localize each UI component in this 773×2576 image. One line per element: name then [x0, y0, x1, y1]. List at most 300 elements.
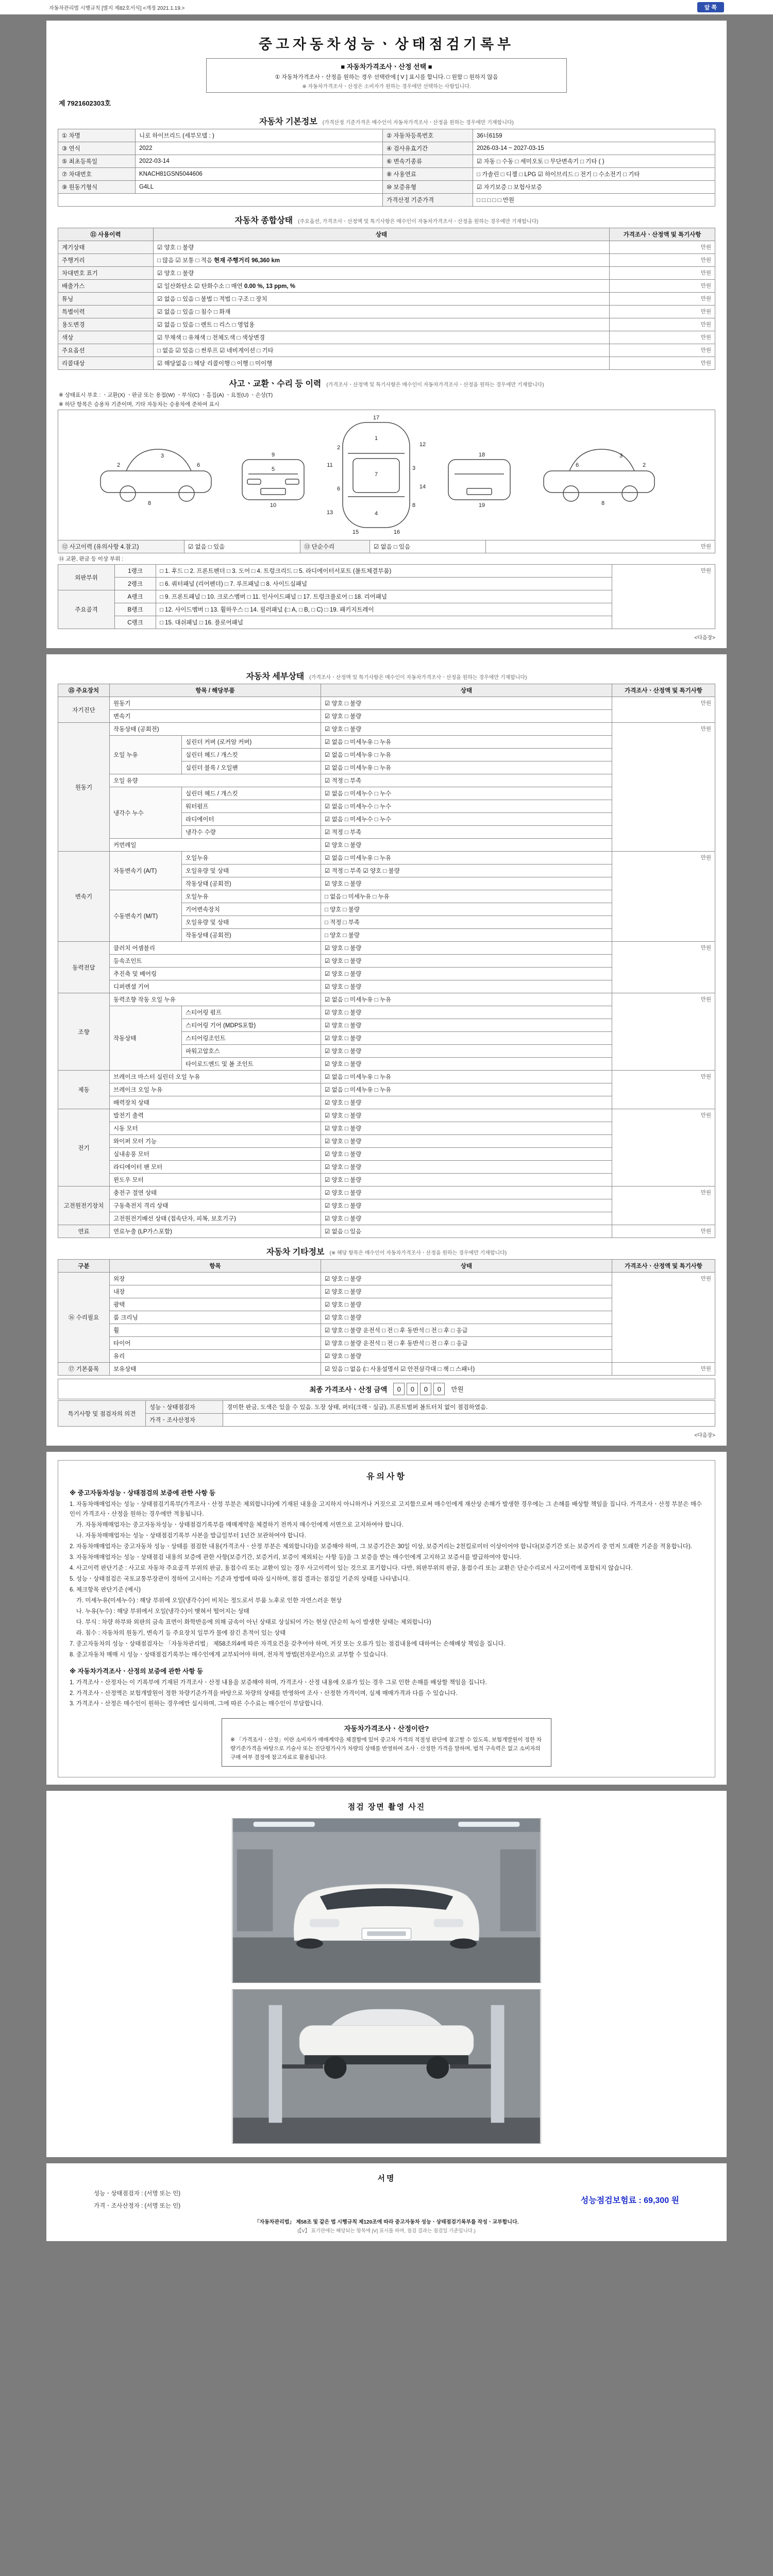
status-cell: ☑ 양호 □ 불량 — [321, 710, 612, 723]
price-cell: 만원 — [610, 254, 715, 267]
field-label: ④ 검사유효기간 — [383, 142, 473, 155]
rank-row — [58, 565, 715, 578]
usage-item: 튜닝 — [58, 293, 154, 306]
comp-row — [58, 331, 715, 344]
item-part: 커먼레일 — [110, 839, 321, 852]
item-part: 광택 — [110, 1298, 321, 1311]
accident-history-label: ⑫ 사고이력 (유의사항 4.참고) — [58, 540, 184, 553]
section-etc-header — [58, 1245, 715, 1257]
comp-row — [58, 357, 715, 370]
item-part: 실린더 헤드 / 개스킷 — [182, 749, 321, 761]
device-row — [58, 1187, 715, 1199]
final-amount-label: 최종 가격조사ㆍ산정 금액 — [309, 1386, 388, 1394]
exchange-panel-label: ⑭ 교환, 판금 등 이상 부위 : — [59, 556, 124, 562]
item-part: 충전구 절연 상태 — [110, 1187, 321, 1199]
status-cell: ☑ 없음 □ 있음 □ 렌트 □ 리스 □ 영업용 — [154, 318, 610, 331]
status-cell: ☑ 양호 □ 불량 운전석 □ 전 □ 후 동반석 □ 전 □ 후 □ 응급 — [321, 1324, 612, 1337]
status-cell: ☑ 적정 □ 부족 ☑ 양호 □ 불량 — [321, 865, 612, 877]
svg-text:12: 12 — [419, 442, 426, 448]
amount-digit: 0 — [393, 1383, 405, 1395]
page-1 — [46, 21, 727, 648]
signature-footer-2: (【V】 표기란에는 해당되는 항목에 [V] 표시를 하며, 점검 결과는 점검일 기준입니다.) — [297, 2228, 476, 2234]
status-cell: ☑ 없음 □ 미세누수 □ 누수 — [321, 813, 612, 826]
status-cell: ☑ 없음 □ 미세누수 □ 누수 — [321, 800, 612, 813]
basic-info-row — [58, 168, 715, 181]
notice-item: 라. 침수 : 자동차의 원동기, 변속기 등 주요장치 일부가 물에 잠긴 흔적이 있는 상태 — [70, 1630, 286, 1636]
item-part: 변속기 — [110, 710, 321, 723]
item-category: 수동변속기 (M/T) — [110, 890, 182, 942]
status-cell: ☑ 없음 □ 있음 □ 침수 □ 화재 — [154, 306, 610, 318]
basic-info-row — [58, 155, 715, 168]
status-cell: ☑ 있음 □ 없음 (□ 사용설명서 ☑ 안전삼각대 □ 잭 □ 스패너) — [321, 1363, 612, 1376]
svg-text:9: 9 — [271, 452, 275, 458]
item-part: 추진축 및 베어링 — [110, 968, 321, 980]
final-amount-unit: 만원 — [451, 1386, 464, 1393]
comp-col-usage: ⑪ 사용이력 — [58, 228, 154, 241]
status-cell: ☑ 양호 □ 불량 — [321, 877, 612, 890]
field-value: KNACH81GSN5044606 — [136, 168, 383, 181]
status-cell: ☑ 해당없음 □ 해당 리콜이행 □ 이행 □ 미이행 — [154, 357, 610, 370]
notice-item: 1. 가격조사ㆍ산정자는 이 기록부에 기재된 가격조사ㆍ산정 내용을 보증해야 하며, 가격조사ㆍ산정 내용에 오류가 있는 경우 그로 인한 손해를 배상할 책임을 집니다. — [70, 1679, 487, 1686]
section-comp-header — [58, 214, 715, 226]
final-amount-digits — [392, 1383, 446, 1395]
item-part: 작동상태 (공회전) — [182, 877, 321, 890]
price-cell: 만원 — [612, 1109, 715, 1187]
comp-row — [58, 241, 715, 254]
status-cell: ☑ 양호 □ 불량 — [321, 980, 612, 993]
notice-item: 가. 미세누유(미세누수) : 해당 부위에 오일(냉각수)이 비치는 정도로서 부품 노후로 인한 자연스러운 현상 — [70, 1597, 342, 1604]
simple-repair-status: ☑ 없음 □ 있음 — [370, 540, 486, 553]
rank-label: B랭크 — [115, 603, 156, 616]
item-part: 실린더 커버 (로커암 커버) — [182, 736, 321, 749]
legal-reference: 자동차관리법 시행규칙 [별지 제82호서식] <개정 2021.1.19.> — [49, 5, 185, 11]
device-row — [58, 1109, 715, 1122]
section-detail-title: 자동차 세부상태 — [246, 672, 305, 681]
detail-col-price: 가격조사ㆍ산정액 및 특기사항 — [612, 684, 715, 697]
item-part: 원동기 — [110, 697, 321, 710]
field-label: ⑧ 사용연료 — [383, 168, 473, 181]
opinion-who: 성능ㆍ상태점검자 — [146, 1401, 223, 1414]
device-row — [58, 697, 715, 710]
item-part: 휠 — [110, 1324, 321, 1337]
price-cell: 만원 — [610, 344, 715, 357]
opinion-row — [58, 1414, 715, 1427]
device-row — [58, 942, 715, 955]
device-row — [58, 1363, 715, 1376]
field-value: ☑ 자기보증 □ 보험사보증 — [473, 181, 715, 194]
amount-digit: 0 — [407, 1383, 418, 1395]
status-cell: ☑ 양호 □ 불량 — [321, 1350, 612, 1363]
detail-col-item: 항목 / 해당부품 — [110, 684, 321, 697]
status-cell: ☑ 양호 □ 불량 — [321, 839, 612, 852]
price-cell: 만원 — [612, 565, 715, 629]
status-cell: ☑ 양호 □ 불량 — [321, 942, 612, 955]
signature-title: 서명 — [377, 2174, 396, 2183]
price-cell: 만원 — [610, 306, 715, 318]
status-cell: ☑ 양호 □ 불량 — [321, 1122, 612, 1135]
detail-col-status: 상태 — [321, 684, 612, 697]
signature-row — [58, 2188, 715, 2212]
status-cell: ☑ 양호 □ 불량 운전석 □ 전 □ 후 동반석 □ 전 □ 후 □ 응급 — [321, 1337, 612, 1350]
basic-info-row — [58, 194, 715, 207]
section-comp-title: 자동차 종합상태 — [234, 216, 293, 225]
panel-group: 주요골격 — [58, 590, 115, 629]
comp-col-status: 상태 — [154, 228, 610, 241]
photos-title: 점검 장면 촬영 사진 — [347, 1802, 426, 1811]
svg-text:11: 11 — [327, 462, 333, 468]
svg-text:8: 8 — [601, 500, 605, 506]
item-category: 자동변속기 (A/T) — [110, 852, 182, 890]
status-extra: 0.00 %, 13 ppm, % — [242, 283, 296, 290]
etc-col-status: 상태 — [321, 1260, 612, 1273]
status-cell: ☑ 없음 □ 있음 — [321, 1225, 612, 1238]
price-cell: 만원 — [610, 331, 715, 344]
item-category: 냉각수 누수 — [110, 787, 182, 839]
opinion-text: 경미한 판금, 도색은 있을 수 있음. 도장 상태, 퍼티(크랙ㆍ실금), 프론트범퍼 볼트터치 없이 점검하였음. — [223, 1401, 715, 1414]
rank-label: 1랭크 — [115, 565, 156, 578]
signature-footer: 「자동차관리법」 제58조 및 같은 법 시행규칙 제120조에 따라 중고자동차 성능ㆍ상태점검기록부를 작성ㆍ교부합니다. — [254, 2219, 519, 2226]
svg-text:3: 3 — [412, 465, 416, 471]
device-group: ⑰ 기본품목 — [58, 1363, 110, 1376]
svg-text:5: 5 — [271, 466, 275, 472]
etc-col-item: 항목 — [110, 1260, 321, 1273]
basic-info-row — [58, 181, 715, 194]
item-part: 라디에이터 팬 모터 — [110, 1161, 321, 1174]
section-accident-header — [58, 377, 715, 389]
status-cell: □ 양호 □ 불량 — [321, 903, 612, 916]
status-cell: ☑ 양호 □ 불량 — [321, 1174, 612, 1187]
rank-items: □ 12. 사이드멤버 □ 13. 휠하우스 □ 14. 필러패널 (□ A, □ B, □ C) □ 19. 패키지트레이 — [156, 603, 612, 616]
field-value: □ □ □ □ □ 만원 — [473, 194, 715, 207]
device-group: 전기 — [58, 1109, 110, 1187]
opinion-row — [58, 1401, 715, 1414]
item-part: 오일 유량 — [110, 774, 321, 787]
notice-item: 2. 자동차매매업자는 중고자동차 성능ㆍ상태를 점검한 내용(가격조사ㆍ산정 부분은 제외합니다)을 보증해야 하며, 그 보증기간은 30일 이상, 보증거리는 2천킬로미터 이상이어야 합니다(보증기간 또는 보증거리 중 먼저 도래한 기준을 적용합니다). — [70, 1543, 692, 1550]
field-label: ⑦ 차대번호 — [58, 168, 136, 181]
status-cell: ☑ 양호 □ 불량 — [321, 1161, 612, 1174]
status-cell: ☑ 없음 □ 미세누유 □ 누유 — [321, 761, 612, 774]
etc-info-table — [58, 1259, 715, 1376]
item-part: 윈도우 모터 — [110, 1174, 321, 1187]
page-2 — [46, 654, 727, 1446]
price-appraisal-select-note: ※ 자동차가격조사ㆍ산정은 소비자가 원하는 경우에만 선택하는 사항입니다. — [302, 84, 471, 90]
item-part: 스티어링 기어 (MDPS포함) — [182, 1019, 321, 1032]
svg-text:6: 6 — [196, 462, 200, 468]
field-value: □ 가솔린 □ 디젤 □ LPG ☑ 하이브리드 □ 전기 □ 수소전기 □ 기타 — [473, 168, 715, 181]
field-label: ② 자동차등록번호 — [383, 129, 473, 142]
notice-item: 나. 누유(누수) : 해당 부위에서 오일(냉각수)이 맺혀서 떨어지는 상태 — [70, 1608, 249, 1615]
signature-page — [46, 2163, 727, 2241]
price-cell: 만원 — [486, 540, 715, 553]
device-group: 고전원전기장치 — [58, 1187, 110, 1225]
field-value — [58, 194, 383, 207]
rank-label: A랭크 — [115, 590, 156, 603]
status-extra: 현재 주행거리 96,360 km — [212, 258, 280, 264]
section-accident-note: (가격조사ㆍ산정액 및 특기사항은 매수인이 자동차가격조사ㆍ산정을 원하는 경우에만 기재합니다) — [326, 382, 544, 388]
item-part: 실린더 블록 / 오일팬 — [182, 761, 321, 774]
rank-items: □ 6. 쿼터패널 (리어펜더) □ 7. 루프패널 □ 8. 사이드실패널 — [156, 578, 612, 590]
status-cell: ☑ 양호 □ 불량 — [321, 1298, 612, 1311]
svg-text:6: 6 — [337, 486, 341, 492]
fee-value: 69,300 원 — [644, 2196, 679, 2206]
svg-text:13: 13 — [326, 510, 333, 516]
price-cell: 만원 — [612, 993, 715, 1071]
document-number: 제 7921602303호 — [59, 99, 111, 107]
svg-text:6: 6 — [575, 462, 579, 468]
notices-box — [58, 1460, 715, 1777]
notice-item: 다. 부식 : 차량 하부와 외판의 금속 표면이 화학반응에 의해 금속이 아닌 상태로 상실되어 가는 현상 (단순히 녹이 발생한 상태는 제외합니다) — [70, 1619, 431, 1625]
item-part: 구동축전지 격리 상태 — [110, 1199, 321, 1212]
damage-code-legend-2: ※ 하단 항목은 승용차 기준이며, 기타 자동차는 승용차에 준하여 표시 — [59, 401, 220, 408]
vehicle-diagram-panel — [58, 410, 715, 540]
field-label: ⑩ 보증유형 — [383, 181, 473, 194]
section-etc-note: (※ 해당 항목은 매수인이 자동차가격조사ㆍ산정을 원하는 경우에만 기재합니다) — [329, 1250, 507, 1256]
status-cell: ☑ 양호 □ 불량 — [321, 1032, 612, 1045]
item-part: 브레이크 마스터 실린더 오일 누유 — [110, 1071, 321, 1083]
item-part: 유리 — [110, 1350, 321, 1363]
device-row — [58, 723, 715, 736]
inspection-photo-lift — [232, 1989, 541, 2144]
device-row — [58, 1273, 715, 1285]
status-cell: ☑ 양호 □ 불량 — [321, 1212, 612, 1225]
comp-row — [58, 318, 715, 331]
price-cell: 만원 — [612, 942, 715, 993]
item-part: 워터펌프 — [182, 800, 321, 813]
rank-label: C랭크 — [115, 616, 156, 629]
item-part: 타이로드엔드 및 볼 조인트 — [182, 1058, 321, 1071]
inspection-insurance-fee — [581, 2194, 679, 2206]
device-row — [58, 852, 715, 865]
field-value: 니로 하이브리드 (세부모델 : ) — [136, 129, 383, 142]
notice-item: 나. 자동차매매업자는 성능ㆍ상태점검기록부 사본을 발급일부터 1년간 보관하여야 합니다. — [70, 1532, 306, 1539]
usage-item: 주행거리 — [58, 254, 154, 267]
appraiser-signature-line: 가격ㆍ조사산정자 : (서명 또는 인) — [94, 2202, 181, 2209]
status-cell: □ 없음 ☑ 있음 □ 썬루프 ☑ 네비게이션 □ 기타 — [154, 344, 610, 357]
status-cell: ☑ 양호 □ 불량 — [321, 697, 612, 710]
price-cell: 만원 — [612, 852, 715, 942]
svg-text:8: 8 — [412, 502, 416, 509]
comp-row — [58, 254, 715, 267]
item-part: 룸 크리닝 — [110, 1311, 321, 1324]
accident-history-status: ☑ 없음 □ 있음 — [184, 540, 300, 553]
svg-text:2: 2 — [642, 462, 646, 468]
svg-text:16: 16 — [393, 529, 400, 535]
section-comp-note: (주요옵션, 가격조사ㆍ산정액 및 특기사항은 매수인이 자동차가격조사ㆍ산정을 원하는 경우에만 기재합니다) — [298, 219, 539, 225]
price-cell: 만원 — [612, 1187, 715, 1225]
notice-section-heading: ※ 중고자동차성능ㆍ상태점검의 보증에 관한 사항 등 — [70, 1489, 216, 1497]
etc-col-group: 구분 — [58, 1260, 110, 1273]
signature-lines — [94, 2188, 180, 2212]
usage-item: 배출가스 — [58, 280, 154, 293]
item-part: 연료누출 (LP가스포함) — [110, 1225, 321, 1238]
svg-text:19: 19 — [478, 502, 485, 509]
svg-text:4: 4 — [374, 511, 378, 517]
section-basic-header — [58, 115, 715, 127]
field-value: 2026-03-14 ~ 2027-03-15 — [473, 142, 715, 155]
item-part: 작동상태 (공회전) — [110, 723, 321, 736]
svg-text:2: 2 — [116, 462, 121, 468]
device-row — [58, 1225, 715, 1238]
usage-item: 주요옵션 — [58, 344, 154, 357]
status-cell: ☑ 양호 □ 불량 — [321, 1199, 612, 1212]
notice-item: 8. 중고자동차 매매 시 성능ㆍ상태점검기록부는 매수인에게 교부되어야 하며, 전자적 방법(전자문서)으로 교부할 수 있습니다. — [70, 1651, 388, 1658]
notices-body — [70, 1488, 703, 1709]
rank-items: □ 1. 후드 □ 2. 프론트펜더 □ 3. 도어 □ 4. 트렁크리드 □ 5. 라디에이터서포트 (볼트체결부품) — [156, 565, 612, 578]
item-part: 브레이크 오일 누유 — [110, 1083, 321, 1096]
status-cell: ☑ 적정 □ 부족 — [321, 826, 612, 839]
status-cell: ☑ 없음 □ 있음 □ 불법 □ 적법 □ 구조 □ 장치 — [154, 293, 610, 306]
price-cell: 만원 — [610, 241, 715, 254]
item-part: 등속조인트 — [110, 955, 321, 968]
price-cell: 만원 — [612, 1273, 715, 1363]
notices-title: 유의사항 — [366, 1472, 407, 1481]
photos-page — [46, 1791, 727, 2157]
simple-repair-label: ⑬ 단순수리 — [300, 540, 370, 553]
price-cell: 만원 — [612, 1363, 715, 1376]
notice-item: 7. 중고자동차의 성능ㆍ상태점검자는 「자동차관리법」 제58조의4에 따른 자격요건을 갖추어야 하며, 거짓 또는 오류가 있는 점검내용에 대하여는 손해배상 책임을 집니다. — [70, 1640, 506, 1647]
section-accident-title: 사고ㆍ교환ㆍ수리 등 이력 — [229, 380, 322, 388]
detail-state-table — [58, 684, 715, 1238]
opinion-text — [223, 1414, 715, 1427]
status-cell: ☑ 없음 □ 미세누유 □ 누유 — [321, 852, 612, 865]
inspector-opinion-table — [58, 1400, 715, 1427]
svg-text:3: 3 — [160, 453, 164, 459]
item-part: 오일유량 및 상태 — [182, 865, 321, 877]
status-cell: ☑ 적정 □ 부족 — [321, 774, 612, 787]
item-part: 라디에이터 — [182, 813, 321, 826]
item-part: 디퍼렌셜 기어 — [110, 980, 321, 993]
status-cell: ☑ 일산화탄소 ☑ 탄화수소 □ 매연 0.00 %, 13 ppm, % — [154, 280, 610, 293]
comprehensive-state-table — [58, 228, 715, 370]
accident-history-row — [58, 540, 715, 553]
document-title: 중고자동차성능ㆍ상태점검기록부 — [258, 37, 515, 52]
device-row — [58, 993, 715, 1006]
section-etc-title: 자동차 기타정보 — [266, 1248, 325, 1257]
usage-item: 리콜대상 — [58, 357, 154, 370]
item-part: 스티어링조인트 — [182, 1032, 321, 1045]
svg-text:17: 17 — [373, 415, 380, 421]
svg-text:18: 18 — [478, 452, 485, 458]
inspection-photo-front — [232, 1818, 541, 1983]
section-detail-header — [58, 670, 715, 682]
notice-section-heading: ※ 자동차가격조사ㆍ산정의 보증에 관한 사항 등 — [70, 1667, 203, 1675]
opinion-who: 가격ㆍ조사산정자 — [146, 1414, 223, 1427]
status-cell: ☑ 양호 □ 불량 — [321, 968, 612, 980]
notice-item: 2. 가격조사ㆍ산정액은 보험개발원이 정한 차량기준가격을 바탕으로 차량의 상태를 반영하여 조사ㆍ산정한 가격이며, 실제 매매가격과 다를 수 있습니다. — [70, 1690, 458, 1697]
comp-row — [58, 293, 715, 306]
item-part: 시동 모터 — [110, 1122, 321, 1135]
vehicle-damage-diagram — [88, 413, 685, 537]
usage-item: 색상 — [58, 331, 154, 344]
field-label: ⑤ 최초등록일 — [58, 155, 136, 168]
opinion-heading: 특기사항 및 점검자의 의견 — [58, 1401, 146, 1427]
notice-item: 1. 자동차매매업자는 성능ㆍ상태점검기록부(가격조사ㆍ산정 부분은 제외합니다)에 기재된 내용을 고지하지 아니하거나 거짓으로 고지함으로써 매수인에게 재산상 손해가 발생한 경우에는 그 손해를 배상할 책임을 집니다. 가격조사ㆍ산정 부분은 매수인이 가격조사ㆍ산정을 원하는 경우에만 적용됩니다. — [70, 1501, 702, 1517]
notice-item: 가. 자동차매매업자는 중고자동차성능ㆍ상태점검기록부를 매매계약을 체결하기 전까지 매수인에게 서면으로 고지하여야 합니다. — [70, 1521, 404, 1528]
device-group: 연료 — [58, 1225, 110, 1238]
price-appraisal-select-box — [206, 58, 567, 93]
item-part: 스티어링 펌프 — [182, 1006, 321, 1019]
fee-label: 성능점검보험료 : — [580, 2196, 644, 2206]
status-cell: ☑ 양호 □ 불량 — [321, 1311, 612, 1324]
price-appraisal-select-line: ① 자동차가격조사ㆍ산정을 원하는 경우 선택란에 [ V ] 표시를 합니다. □ 원함 □ 원하지 않음 — [275, 74, 498, 80]
status-cell: ☑ 양호 □ 불량 — [154, 267, 610, 280]
comp-row — [58, 267, 715, 280]
svg-text:10: 10 — [270, 502, 277, 509]
field-label: ① 차명 — [58, 129, 136, 142]
usage-item: 계기상태 — [58, 241, 154, 254]
notice-item: 3. 자동차매매업자는 성능ㆍ상태점검 내용의 보증에 관한 사항(보증기간, 보증거리, 보증이 제외되는 사항 등)을 그 보증을 받는 매수인에게 고지하고 보증서를 발급하여야 합니다. — [70, 1554, 522, 1561]
device-group: 제동 — [58, 1071, 110, 1109]
device-row — [58, 1071, 715, 1083]
rank-items: □ 15. 대쉬패널 □ 16. 플로어패널 — [156, 616, 612, 629]
amount-digit: 0 — [433, 1383, 445, 1395]
status-cell: ☑ 양호 □ 불량 — [321, 1148, 612, 1161]
svg-text:3: 3 — [619, 453, 623, 459]
status-cell: ☑ 없음 □ 미세누유 □ 누유 — [321, 749, 612, 761]
item-part: 타이어 — [110, 1337, 321, 1350]
device-group: ⑯ 수리필요 — [58, 1273, 110, 1363]
status-cell: □ 양호 □ 불량 — [321, 929, 612, 942]
comp-row — [58, 306, 715, 318]
device-group: 조향 — [58, 993, 110, 1071]
usage-item: 차대번호 표기 — [58, 267, 154, 280]
field-value: ☑ 자동 □ 수동 □ 세미오토 □ 무단변속기 □ 기타 ( ) — [473, 155, 715, 168]
status-cell: ☑ 무채색 □ 유채색 □ 전체도색 □ 색상변경 — [154, 331, 610, 344]
status-cell: ☑ 양호 □ 불량 — [321, 1058, 612, 1071]
item-part: 작동상태 (공회전) — [182, 929, 321, 942]
item-part: 냉각수 수량 — [182, 826, 321, 839]
field-value: 36너6159 — [473, 129, 715, 142]
item-part: 배력장치 상태 — [110, 1096, 321, 1109]
svg-text:1: 1 — [374, 435, 378, 442]
panel-rank-table — [58, 564, 715, 629]
item-part: 클러치 어셈블리 — [110, 942, 321, 955]
device-group: 동력전달 — [58, 942, 110, 993]
rank-items: □ 9. 프론트패널 □ 10. 크로스멤버 □ 11. 인사이드패널 □ 17. 트렁크플로어 □ 18. 리어패널 — [156, 590, 612, 603]
status-cell: □ 많음 ☑ 보통 □ 적음 현재 주행거리 96,360 km — [154, 254, 610, 267]
field-label: ⑥ 변속기종류 — [383, 155, 473, 168]
svg-text:8: 8 — [147, 500, 152, 506]
status-cell: ☑ 양호 □ 불량 — [321, 1273, 612, 1285]
item-part: 실린더 헤드 / 개스킷 — [182, 787, 321, 800]
svg-text:2: 2 — [337, 445, 341, 451]
section-detail-note: (가격조사ㆍ산정액 및 특기사항은 매수인이 자동차가격조사ㆍ산정을 원하는 경우에만 기재합니다) — [309, 675, 527, 681]
status-cell: ☑ 양호 □ 불량 — [321, 1096, 612, 1109]
item-category: 작동상태 — [110, 1006, 182, 1071]
item-part: 오일유량 및 상태 — [182, 916, 321, 929]
field-label: ⑨ 원동기형식 — [58, 181, 136, 194]
basic-info-row — [58, 142, 715, 155]
field-value: 2022-03-14 — [136, 155, 383, 168]
status-cell: ☑ 없음 □ 미세누수 □ 누수 — [321, 787, 612, 800]
notices-page — [46, 1452, 727, 1785]
item-part: 내장 — [110, 1285, 321, 1298]
field-value: G4LL — [136, 181, 383, 194]
status-cell: ☑ 양호 □ 불량 — [321, 1135, 612, 1148]
item-part: 오일누유 — [182, 890, 321, 903]
status-cell: ☑ 양호 □ 불량 — [321, 1285, 612, 1298]
comp-col-price: 가격조사ㆍ산정액 및 특기사항 — [610, 228, 715, 241]
next-page-marker: <다음장> — [694, 635, 715, 641]
status-cell: ☑ 양호 □ 불량 — [321, 1019, 612, 1032]
status-cell: ☑ 없음 □ 미세누유 □ 누유 — [321, 993, 612, 1006]
field-label: 가격산정 기준가격 — [383, 194, 473, 207]
item-part: 오일누유 — [182, 852, 321, 865]
info-box-body: ※ 「가격조사ㆍ산정」이란 소비자가 매매계약을 체결함에 있어 중고차 가격의 적절성 판단에 참고할 수 있도록, 보험개발원이 정한 차량기준가격을 바탕으로 기술사 또는 진단평가사가 차량의 상태를 반영하여 조사ㆍ산정한 가격을 말하며, 법적 구속력은 없고 소비자의 구매 여부 결정에 참고자료로 활용됩니다. — [230, 1737, 542, 1761]
panel-group: 외판부위 — [58, 565, 115, 590]
comp-row — [58, 344, 715, 357]
etc-col-price: 가격조사ㆍ산정액 및 특기사항 — [612, 1260, 715, 1273]
